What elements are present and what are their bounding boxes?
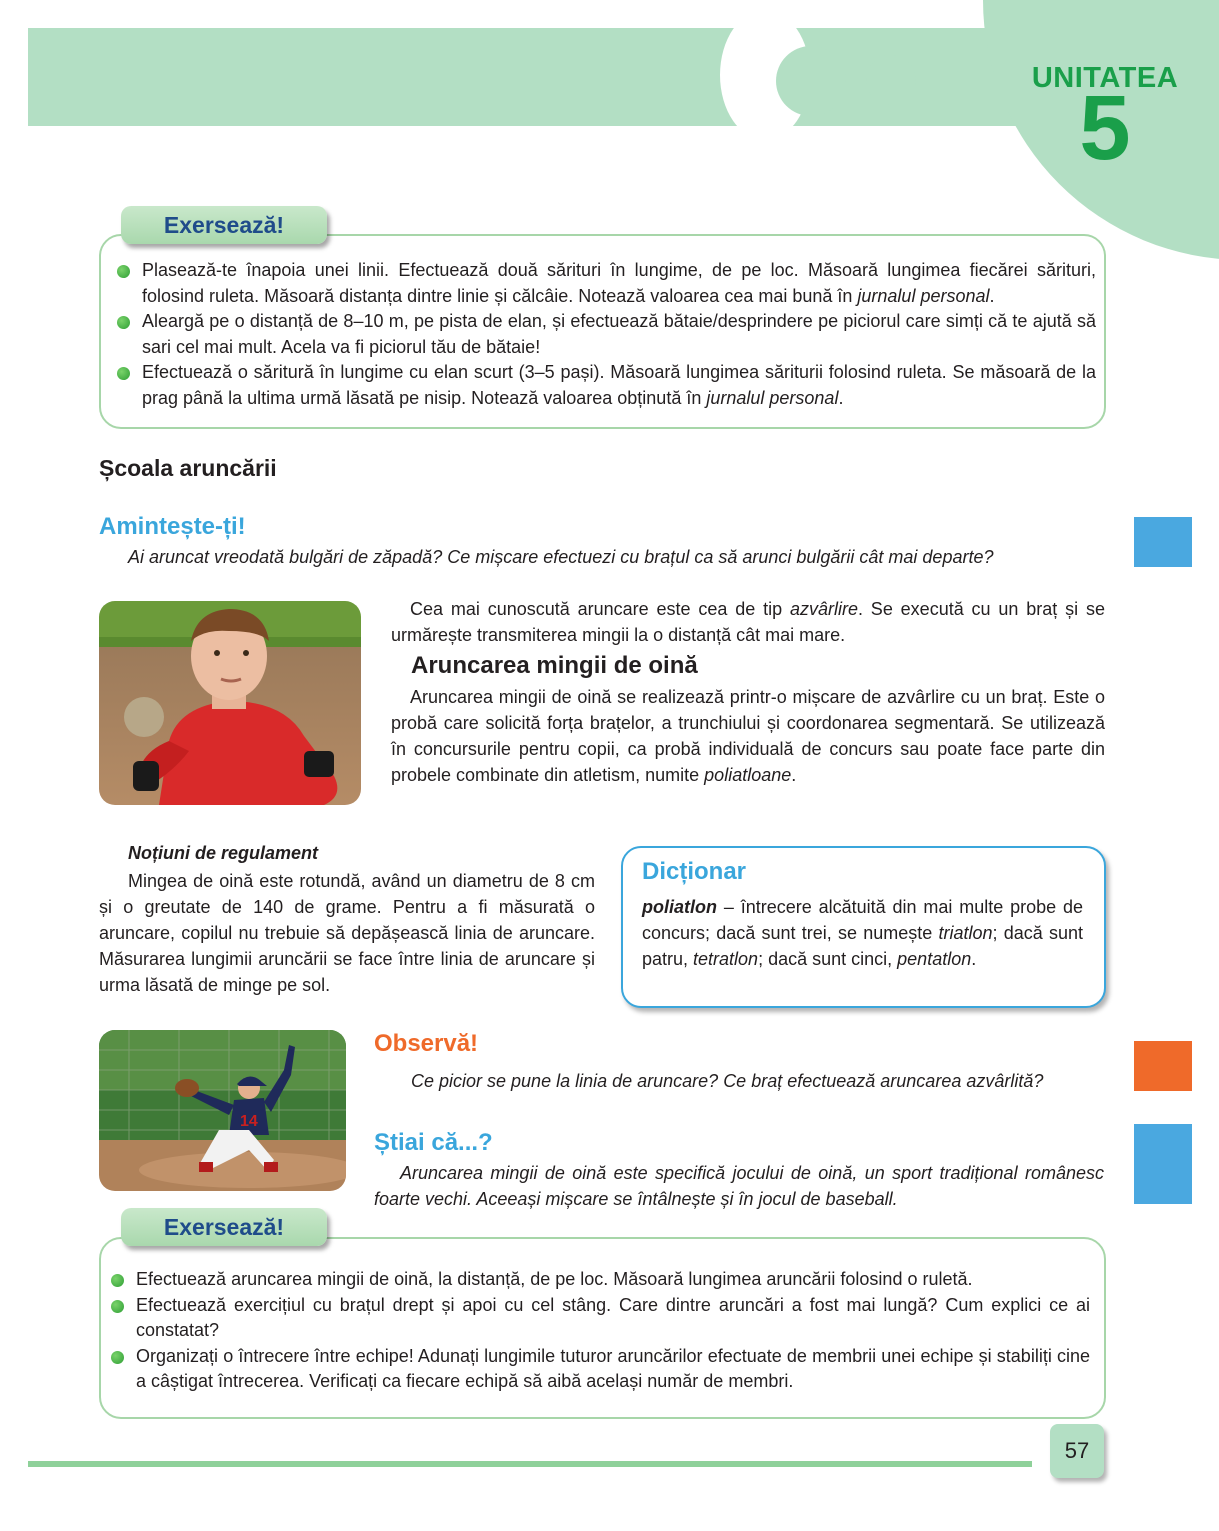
- rules-heading: Noțiuni de regulament: [128, 843, 319, 863]
- list-item: Efectuează aruncarea mingii de oină, la distanță, de pe loc. Măsoară lungimea aruncării folosind o ruletă.: [108, 1267, 1090, 1293]
- dictionary-heading: Dicționar: [642, 858, 747, 885]
- side-tab-blue-2: [1134, 1124, 1192, 1204]
- footer-line: [28, 1461, 1032, 1467]
- didyouknow-text: Aruncarea mingii de oină este specifică jocului de oină, un sport tradițional românesc foarte vechi. Aceeași mișcare se întâlnește și în jocul de baseball.: [374, 1163, 1104, 1209]
- intro-paragraph-2: Aruncarea mingii de oină se realizează printr-o mișcare de azvârlire cu un braț. Este o probă care solicită forța brațelor, a trunchiului și coordonarea segmentară. Se utilizează în concursurile pentru copii, ca probă individuală de concurs sau poate face parte din probele combinate din atletism, numite poliatloane.: [391, 687, 1105, 785]
- exercise-list-1: [114, 258, 1096, 411]
- throw-heading: Aruncarea mingii de oină: [411, 652, 698, 679]
- list-item: Efectuează exercițiul cu brațul drept și apoi cu cel stâng. Care dintre aruncări a fost mai lungă? Cum explici ce ai constatat?: [108, 1293, 1090, 1344]
- exercise-list-2: [108, 1267, 1090, 1395]
- jersey-number: 14: [240, 1113, 258, 1130]
- exercise-tab-2: Exersează!: [121, 1208, 327, 1246]
- unit-number: 5: [1079, 77, 1131, 179]
- remember-question: Ai aruncat vreodată bulgări de zăpadă? Ce mișcare efectuezi cu brațul ca să arunci bulgării cât mai departe?: [128, 547, 994, 567]
- section-title: Școala aruncării: [99, 455, 277, 481]
- decor-dot-large: [776, 46, 846, 116]
- list-item: Aleargă pe o distanță de 8–10 m, pe pista de elan, și efectuează bătaie/desprindere pe piciorul care simți că te ajută să sari cel mai mult. Acela va fi piciorul tău de bătaie!: [114, 309, 1096, 360]
- decor-dot-small: [940, 70, 964, 94]
- boy-illustration: [99, 601, 361, 805]
- list-item: Plasează-te înapoia unei linii. Efectuează două sărituri în lungime, de pe loc. Măsoară lungimea fiecărei sărituri, folosind ruleta. Măsoară distanța dintre linie și călcâie. Notează valoarea cea mai bună în jurnalul personal.: [114, 258, 1096, 309]
- photo-pitcher: [99, 1030, 346, 1191]
- list-item: Organizați o întrecere între echipe! Adunați lungimile tuturor aruncărilor efectuate de membrii unei echipe și stabiliți cine a câștigat întrecerea. Verificați ca fiecare echipă să aibă același număr de membri.: [108, 1344, 1090, 1395]
- page-number: 57: [1050, 1424, 1104, 1478]
- photo-boy-throwing: [99, 601, 361, 805]
- decor-dot-medium: [866, 55, 916, 105]
- observe-heading: Observă!: [374, 1030, 479, 1057]
- observe-question: Ce picior se pune la linia de aruncare? Ce braț efectuează aruncarea azvârlită?: [411, 1071, 1044, 1091]
- pitcher-illustration: [99, 1030, 346, 1191]
- side-tab-orange: [1134, 1041, 1192, 1091]
- unit-label: UNITATEA: [1031, 62, 1179, 94]
- side-tab-blue-1: [1134, 517, 1192, 567]
- list-item: Efectuează o săritură în lungime cu elan scurt (3–5 pași). Măsoară lungimea săriturii folosind ruleta. Se măsoară de la prag până la ultima urmă lăsată pe nisip. Notează valoarea obținută în jurnalul personal.: [114, 360, 1096, 411]
- remember-heading: Amintește-ți!: [99, 513, 246, 540]
- exercise-tab-1: Exersează!: [121, 206, 327, 244]
- didyouknow-heading: Știai că...?: [374, 1129, 493, 1156]
- intro-paragraph-1: Cea mai cunoscută aruncare este cea de tip azvârlire. Se execută cu un braț și se urmărește transmiterea mingii la o distanță cât mai mare.: [391, 599, 1105, 645]
- dictionary-definition: poliatlon – întrecere alcătuită din mai multe probe de concurs; dacă sunt trei, se numește triatlon; dacă sunt patru, tetratlon; dacă sunt cinci, pentatlon.: [642, 897, 1083, 969]
- rules-text: Mingea de oină este rotundă, având un diametru de 8 cm și o greutate de 140 de grame. Pentru a fi măsurată o aruncare, copilul nu trebuie să depășească linia de aruncare. Măsurarea lungimii aruncării se face între linia de aruncare și urma lăsată de minge pe sol.: [99, 871, 595, 995]
